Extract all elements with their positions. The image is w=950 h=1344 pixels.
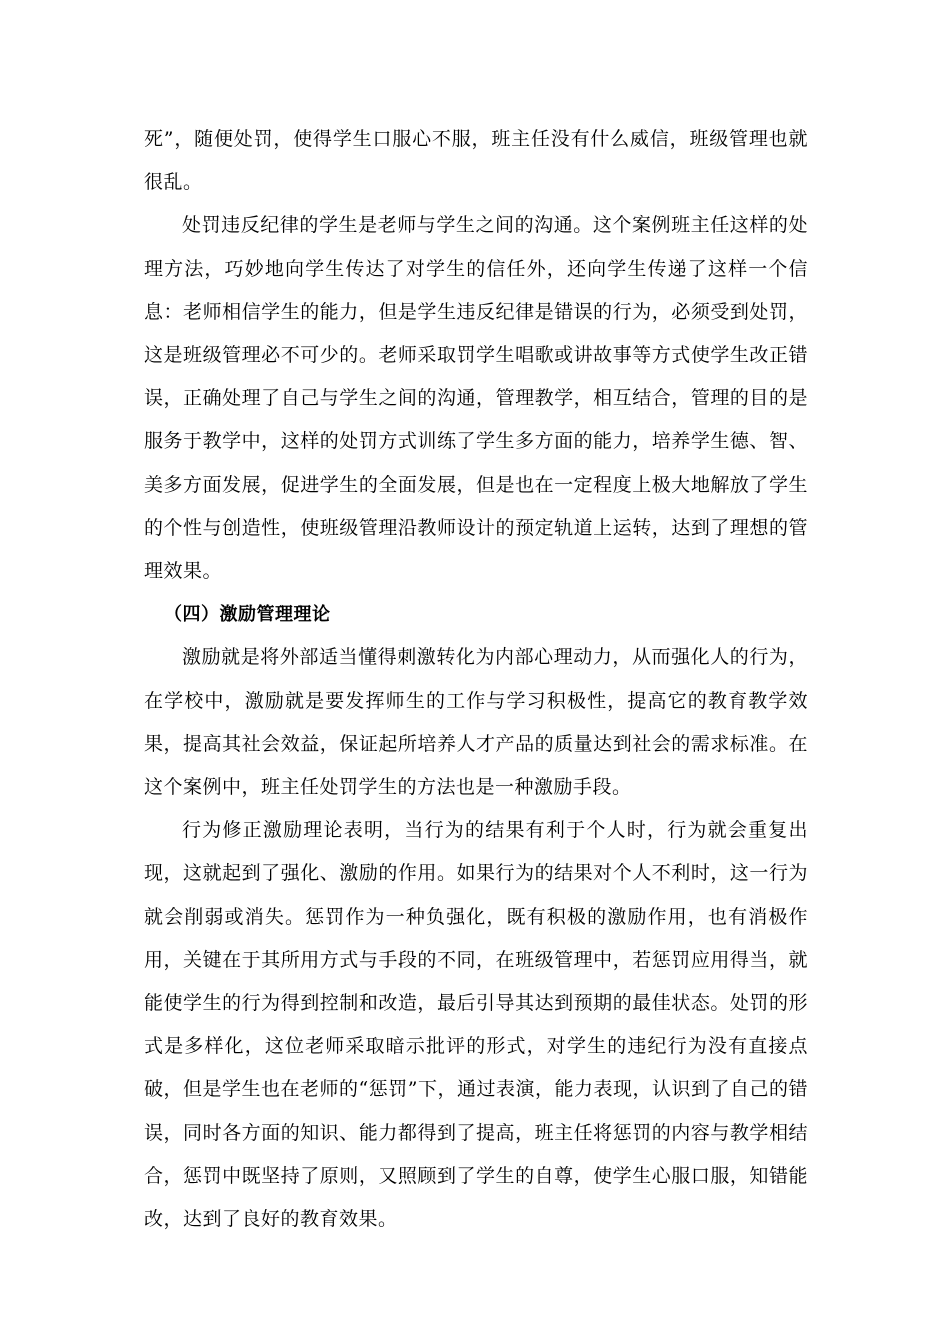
paragraph-motivation-definition: 激励就是将外部适当懂得刺激转化为内部心理动力，从而强化人的行为，在学校中，激励就是要发挥师生的工作与学习积极性，提高它的教育教学效果，提高其社会效益，保证起所培养人才产品的质量达到社会的需求标准。在这个案例中，班主任处罚学生的方法也是一种激励手段。 <box>144 646 808 799</box>
document-body <box>144 118 808 1241</box>
paragraph-continuation: 死”，随便处罚，使得学生口服心不服，班主任没有什么威信，班级管理也就很乱。 <box>144 128 808 194</box>
paragraph-punishment-communication: 处罚违反纪律的学生是老师与学生之间的沟通。这个案例班主任这样的处理方法，巧妙地向学生传达了对学生的信任外，还向学生传递了这样一个信息：老师相信学生的能力，但是学生违反纪律是错误的行为，必须受到处罚，这是班级管理必不可少的。老师采取罚学生唱歌或讲故事等方式使学生改正错误，正确处理了自己与学生之间的沟通，管理教学，相互结合，管理的目的是服务于教学中，这样的处罚方式训练了学生多方面的能力，培养学生德、智、美多方面发展，促进学生的全面发展，但是也在一定程度上极大地解放了学生的个性与创造性，使班级管理沿教师设计的预定轨道上运转，达到了理想的管理效果。 <box>144 214 808 583</box>
paragraph-behavior-modification: 行为修正激励理论表明，当行为的结果有利于个人时，行为就会重复出现，这就起到了强化、激励的作用。如果行为的结果对个人不利时，这一行为就会削弱或消失。惩罚作为一种负强化，既有积极的激励作用，也有消极作用，关键在于其所用方式与手段的不同，在班级管理中，若惩罚应用得当，就能使学生的行为得到控制和改造，最后引导其达到预期的最佳状态。处罚的形式是多样化，这位老师采取暗示批评的形式，对学生的违纪行为没有直接点破，但是学生也在老师的“惩罚”下，通过表演，能力表现，认识到了自己的错误，同时各方面的知识、能力都得到了提高，班主任将惩罚的内容与教学相结合，惩罚中既坚持了原则，又照顾到了学生的自尊，使学生心服口服，知错能改，达到了良好的教育效果。 <box>144 819 808 1231</box>
section-heading-motivation-theory: （四）激励管理理论 <box>164 604 331 626</box>
